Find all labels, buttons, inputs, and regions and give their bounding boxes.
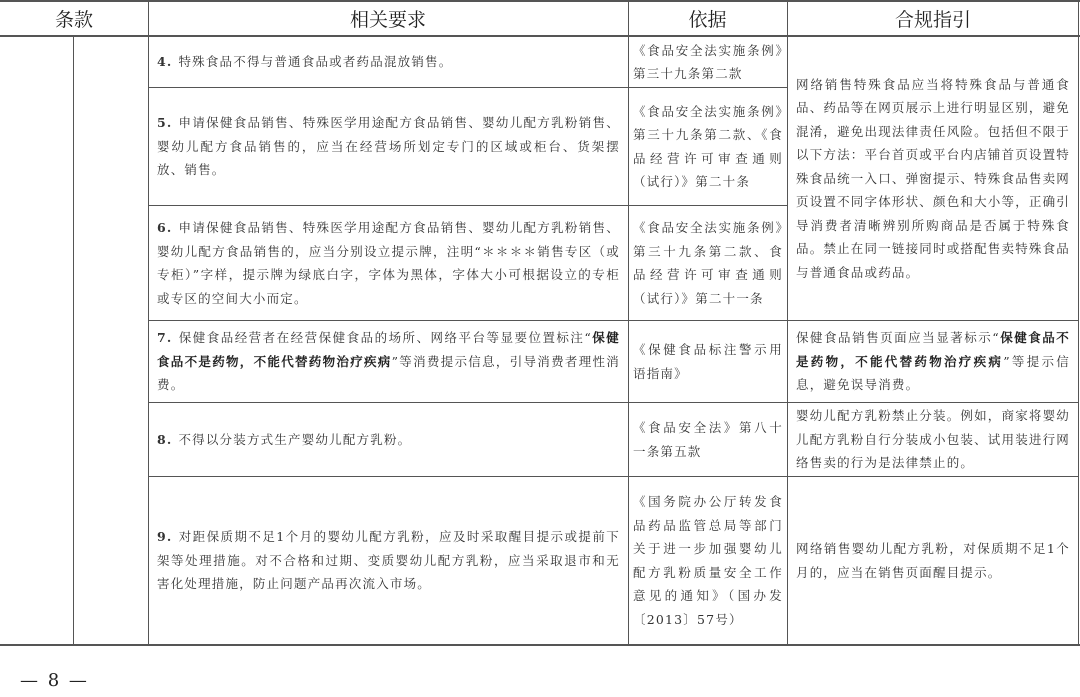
warning-phrase: 保健食品不是药物，不能代替药物治疗疾病 bbox=[157, 330, 620, 369]
item-number: 5. bbox=[157, 115, 173, 131]
item-number: 7. bbox=[157, 330, 173, 346]
header-clause: 条款 bbox=[54, 8, 93, 31]
guidance-text: ”等提示信息，避免误导消费。 bbox=[796, 353, 1070, 393]
requirement-5 bbox=[149, 88, 628, 205]
requirement-text: 申请保健食品销售、特殊医学用途配方食品销售、婴幼儿配方乳粉销售、婴幼儿配方食品销售的，应当在经营场所划定专门的区域或柜台、货架摆放、销售。 bbox=[157, 115, 620, 178]
basis-5: 《食品安全法实施条例》第三十九条第二款、《食品经营许可审查通则（试行）》第二十条 bbox=[633, 103, 783, 189]
requirement-text: 申请保健食品销售、特殊医学用途配方食品销售、婴幼儿配方乳粉销售、婴幼儿配方食品销售的，应当分别设立提示牌，注明“＊＊＊＊销售专区（或专柜）”字样，提示牌为绿底白字，字体为黑体，字体大小可根据设立的专柜或专区的空间大小而定。 bbox=[157, 220, 620, 306]
requirement-text: 特殊食品不得与普通食品或者药品混放销售。 bbox=[178, 54, 453, 70]
header-guidance: 合规指引 bbox=[894, 8, 971, 31]
basis-6: 《食品安全法实施条例》第三十九条第二款、食品经营许可审查通则（试行）》第二十一条 bbox=[633, 220, 783, 306]
basis-4: 《食品安全法实施条例》第三十九条第二款 bbox=[633, 42, 783, 81]
requirement-8 bbox=[149, 403, 628, 476]
requirement-text: 保健食品经营者在经营保健食品的场所、网络平台等显要位置标注“ bbox=[178, 330, 593, 346]
guidance-infant-formula-expiry: 网络销售婴幼儿配方乳粉，对保质期不足1个月的，应当在销售页面醒目提示。 bbox=[796, 541, 1070, 580]
table-border-bottom bbox=[0, 644, 1080, 646]
header-requirements: 相关要求 bbox=[349, 8, 426, 31]
basis-7: 《保健食品标注警示用语指南》 bbox=[633, 342, 783, 381]
basis-9: 《国务院办公厅转发食品药品监管总局等部门关于进一步加强婴幼儿配方乳粉质量安全工作意见的通知》（国办发〔2013〕57号） bbox=[633, 494, 783, 627]
requirement-7 bbox=[149, 321, 628, 402]
item-number: 9. bbox=[157, 529, 173, 545]
page-number: — 8 — bbox=[20, 670, 89, 691]
requirement-text: 不得以分装方式生产婴幼儿配方乳粉。 bbox=[178, 431, 412, 447]
col-divider bbox=[1078, 0, 1079, 645]
guidance-infant-formula-repack: 婴幼儿配方乳粉禁止分装。例如，商家将婴幼儿配方乳粉自行分装成小包装、试用装进行网络售卖的行为是法律禁止的。 bbox=[796, 408, 1071, 471]
header-basis: 依据 bbox=[688, 8, 727, 31]
requirement-text: ”等消费提示信息，引导消费者理性消费。 bbox=[157, 353, 620, 393]
requirement-9 bbox=[149, 477, 628, 644]
requirement-text: 对距保质期不足1个月的婴幼儿配方乳粉，应及时采取醒目提示或提前下架等处理措施。对不合格和过期、变质婴幼儿配方乳粉，应当采取退市和无害化处理措施，防止问题产品再次流入市场。 bbox=[157, 529, 620, 592]
guidance-health-food bbox=[788, 321, 1078, 402]
guidance-special-food: 网络销售特殊食品应当将特殊食品与普通食品、药品等在网页展示上进行明显区别，避免混淆，避免出现法律责任风险。包括但不限于以下方法：平台首页或平台内店铺首页设置特殊食品统一入口、弹窗提示、特殊食品售卖网页设置不同字体形状、颜色和大小等，正确引导消费者清晰辨别所购商品是否属于特殊食品。禁止在同一链接同时或搭配售卖特殊食品与普通食品或药品。 bbox=[796, 76, 1071, 280]
clause-subdivider bbox=[73, 36, 74, 645]
item-number: 6. bbox=[157, 220, 173, 235]
item-number: 8. bbox=[157, 431, 173, 447]
requirement-6 bbox=[149, 206, 628, 320]
item-number: 4. bbox=[157, 54, 173, 70]
guidance-text: 保健食品销售页面应当显著标示“ bbox=[796, 330, 1000, 346]
basis-8: 《食品安全法》第八十一条第五款 bbox=[633, 420, 783, 459]
warning-phrase: 保健食品不是药物，不能代替药物治疗疾病 bbox=[796, 330, 1070, 369]
requirement-4 bbox=[149, 37, 628, 87]
